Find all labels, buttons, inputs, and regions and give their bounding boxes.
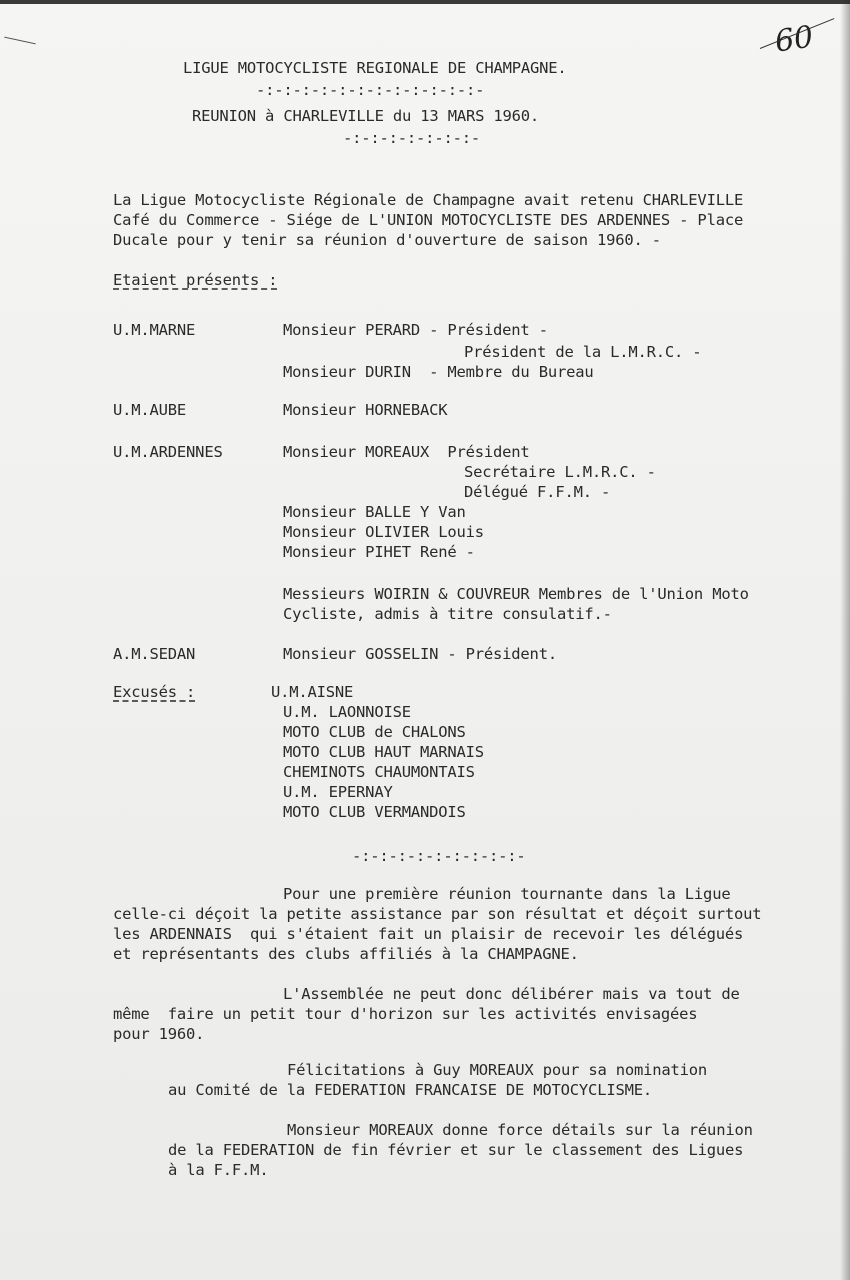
club-aube: U.M.AUBE bbox=[113, 401, 187, 419]
document-title: LIGUE MOTOCYCLISTE REGIONALE DE CHAMPAGNE. bbox=[183, 59, 567, 77]
meeting-subtitle: REUNION à CHARLEVILLE du 13 MARS 1960. bbox=[192, 107, 540, 125]
ardennes-line-3: Délégué F.F.M. - bbox=[464, 483, 611, 501]
ardennes-line-6: Monsieur PIHET René - bbox=[283, 543, 475, 561]
present-heading: Etaient présents : bbox=[113, 271, 278, 289]
excused-item: MOTO CLUB VERMANDOIS bbox=[283, 803, 466, 821]
page-right-edge bbox=[840, 0, 850, 1280]
sedan-line-1: Monsieur GOSSELIN - Président. bbox=[283, 645, 557, 663]
para1-line-3: les ARDENNAIS qui s'étaient fait un plaisir de recevoir les délégués bbox=[113, 925, 744, 943]
ardennes-line-8: Cycliste, admis à titre consulatif.- bbox=[283, 605, 612, 623]
handwritten-page-number: 60 bbox=[772, 19, 816, 60]
para2-line-1: L'Assemblée ne peut donc délibérer mais va tout de bbox=[283, 985, 740, 1003]
ardennes-line-5: Monsieur OLIVIER Louis bbox=[283, 523, 484, 541]
excused-item: CHEMINOTS CHAUMONTAIS bbox=[283, 763, 475, 781]
marne-line-1: Monsieur PERARD - Président - bbox=[283, 321, 548, 339]
ardennes-line-4: Monsieur BALLE Y Van bbox=[283, 503, 466, 521]
excused-item: MOTO CLUB HAUT MARNAIS bbox=[283, 743, 484, 761]
section-separator: -:-:-:-:-:-:-:-:-:- bbox=[352, 847, 526, 865]
intro-line-1: La Ligue Motocycliste Régionale de Champagne avait retenu CHARLEVILLE bbox=[113, 191, 744, 209]
staple-mark bbox=[4, 37, 36, 45]
excused-item: U.M.AISNE bbox=[271, 683, 354, 701]
para3-line-1: Félicitations à Guy MOREAUX pour sa nomination bbox=[287, 1061, 708, 1079]
ardennes-line-7: Messieurs WOIRIN & COUVREUR Membres de l'Union Moto bbox=[283, 585, 749, 603]
club-ardennes: U.M.ARDENNES bbox=[113, 443, 223, 461]
para4-line-3: à la F.F.M. bbox=[168, 1161, 269, 1179]
para1-line-4: et représentants des clubs affiliés à la CHAMPAGNE. bbox=[113, 945, 579, 963]
page-top-edge bbox=[0, 0, 850, 4]
ardennes-line-2: Secrétaire L.M.R.C. - bbox=[464, 463, 656, 481]
ardennes-line-1: Monsieur MOREAUX Président bbox=[283, 443, 530, 461]
excused-item: MOTO CLUB de CHALONS bbox=[283, 723, 466, 741]
para2-line-2: même faire un petit tour d'horizon sur les activités envisagées bbox=[113, 1005, 698, 1023]
para2-line-3: pour 1960. bbox=[113, 1025, 205, 1043]
title-separator: -:-:-:-:-:-:-:-:-:-:-:-:- bbox=[256, 81, 485, 99]
club-marne: U.M.MARNE bbox=[113, 321, 196, 339]
excused-item: U.M. EPERNAY bbox=[283, 783, 393, 801]
para1-line-1: Pour une première réunion tournante dans la Ligue bbox=[283, 885, 731, 903]
marne-line-3: Monsieur DURIN - Membre du Bureau bbox=[283, 363, 594, 381]
intro-line-3: Ducale pour y tenir sa réunion d'ouverture de saison 1960. - bbox=[113, 231, 661, 249]
aube-line-1: Monsieur HORNEBACK bbox=[283, 401, 448, 419]
para1-line-2: celle-ci déçoit la petite assistance par son résultat et déçoit surtout bbox=[113, 905, 762, 923]
para3-line-2: au Comité de la FEDERATION FRANCAISE DE MOTOCYCLISME. bbox=[168, 1081, 652, 1099]
para4-line-2: de la FEDERATION de fin février et sur le classement des Ligues bbox=[168, 1141, 744, 1159]
subtitle-separator: -:-:-:-:-:-:-:- bbox=[343, 129, 480, 147]
excused-heading: Excusés : bbox=[113, 683, 196, 701]
marne-line-2: Président de la L.M.R.C. - bbox=[464, 343, 702, 361]
para4-line-1: Monsieur MOREAUX donne force détails sur la réunion bbox=[287, 1121, 753, 1139]
club-sedan: A.M.SEDAN bbox=[113, 645, 196, 663]
intro-line-2: Café du Commerce - Siége de L'UNION MOTOCYCLISTE DES ARDENNES - Place bbox=[113, 211, 744, 229]
excused-item: U.M. LAONNOISE bbox=[283, 703, 411, 721]
